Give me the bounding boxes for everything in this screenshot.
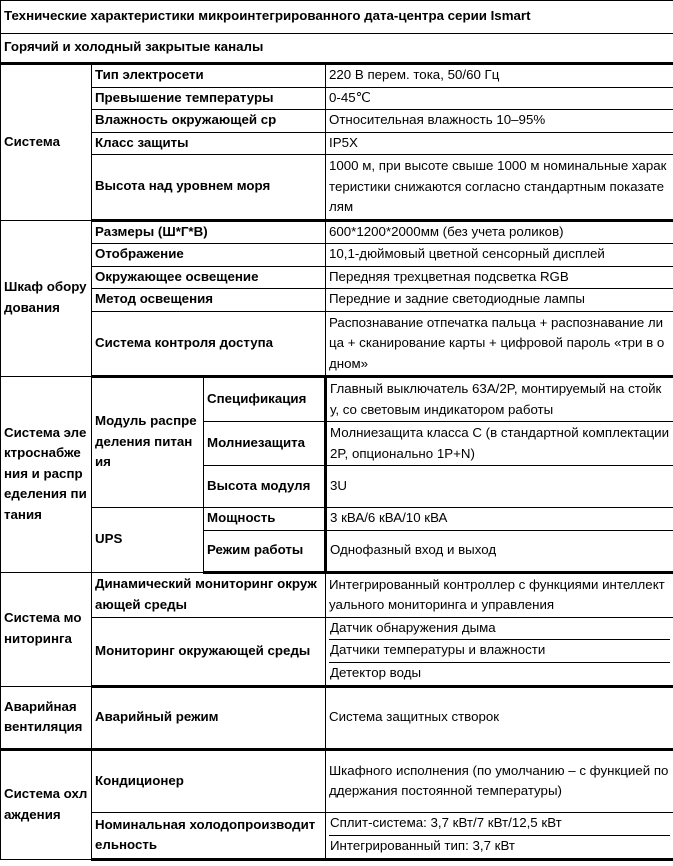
document-title: Технические характеристики микроинтегрированного дата-центра серии Ismart [1,1,673,34]
item-value: 220 В перем. тока, 50/60 Гц [326,64,673,88]
item-label: Система контроля доступа [92,311,326,377]
item-value-list [326,813,673,860]
item-value: 0-45℃ [326,87,673,110]
title-row [1,1,673,34]
item-value: Главный выключатель 63А/2P, монтируемый на стойку, со световым индикатором работы [326,377,673,422]
item-value: IP5X [326,132,673,155]
table-row [1,617,673,687]
table-row [1,813,673,860]
list-item: Детектор воды [330,664,422,680]
list-item: Датчики температуры и влажности [329,640,670,663]
item-value: 3U [326,466,673,508]
item-label: Тип электросети [92,64,326,88]
table-row [1,132,673,155]
category-power: Система электроснабжения и распределения питания [1,377,92,573]
item-label: Отображение [92,244,326,267]
item-label: Аварийный режим [92,687,326,750]
item-value: Молниезащита класса C (в стандартной комплектации 2P, опционально 1P+N) [326,422,673,466]
table-row [1,750,673,813]
item-label: Класс защиты [92,132,326,155]
item-label: Метод освещения [92,289,326,312]
item-label: Превышение температуры [92,87,326,110]
item-label: Мощность [204,508,326,531]
item-value: Передние и задние светодиодные лампы [326,289,673,312]
item-label: Номинальная холодопроизводительность [92,813,326,860]
table-row [1,377,673,422]
item-label: Окружающее освещение [92,266,326,289]
table-row [1,87,673,110]
table-row [1,508,673,531]
table-row [1,572,673,617]
item-value: Распознавание отпечатка пальца + распознавание лица + сканирование карты + цифровой пароль «три в одном» [326,311,673,377]
item-value-list [326,617,673,687]
item-label: Молниезащита [204,422,326,466]
table-row [1,155,673,221]
group-label-pdu: Модуль распределения питания [92,377,204,508]
document-subtitle: Горячий и холодный закрытые каналы [1,34,673,64]
table-row [1,289,673,312]
list-item: Датчик обнаружения дыма [329,618,670,640]
item-value: 3 кВА/6 кВА/10 кВА [326,508,673,531]
item-label: Кондиционер [92,750,326,813]
item-value: Передняя трехцветная подсветка RGB [326,266,673,289]
item-label: Мониторинг окружающей среды [92,617,326,687]
table-row [1,311,673,377]
value-sublist [329,813,670,857]
table-row [1,110,673,133]
category-emergency-ventilation: Аварийная вентиляция [1,687,92,750]
item-label: Спецификация [204,377,326,422]
category-cooling: Система охлаждения [1,750,92,860]
table-row [1,687,673,750]
item-label: Высота модуля [204,466,326,508]
category-system: Система [1,64,92,221]
category-monitoring: Система мониторинга [1,572,92,687]
item-label: Режим работы [204,530,326,572]
item-value: Система защитных створок [326,687,673,750]
item-label: Влажность окружающей ср [92,110,326,133]
list-item: Интегрированный тип: 3,7 кВт [330,837,515,853]
table-row [1,220,673,244]
table-row [1,244,673,267]
table-row [1,266,673,289]
item-label: Размеры (Ш*Г*В) [92,220,326,244]
item-value: 1000 м, при высоте свыше 1000 м номинальные характеристики снижаются согласно стандартным показателям [326,155,673,221]
value-sublist [329,618,670,685]
table-row [1,64,673,88]
item-label: Динамический мониторинг окружающей среды [92,572,326,617]
item-value: Однофазный вход и выход [326,530,673,572]
item-value: Шкафного исполнения (по умолчанию – с функцией поддержания постоянной температуры) [326,750,673,813]
list-item: Сплит-система: 3,7 кВт/7 кВт/12,5 кВт [329,813,670,835]
item-label: Высота над уровнем моря [92,155,326,221]
item-value: Интегрированный контроллер с функциями интеллектуального мониторинга и управления [326,572,673,617]
subtitle-row [1,34,673,64]
item-value: Относительная влажность 10–95% [326,110,673,133]
item-value: 10,1-дюймовый цветной сенсорный дисплей [326,244,673,267]
category-cabinet: Шкаф оборудования [1,220,92,377]
group-label-ups: UPS [92,508,204,573]
item-value: 600*1200*2000мм (без учета роликов) [326,220,673,244]
